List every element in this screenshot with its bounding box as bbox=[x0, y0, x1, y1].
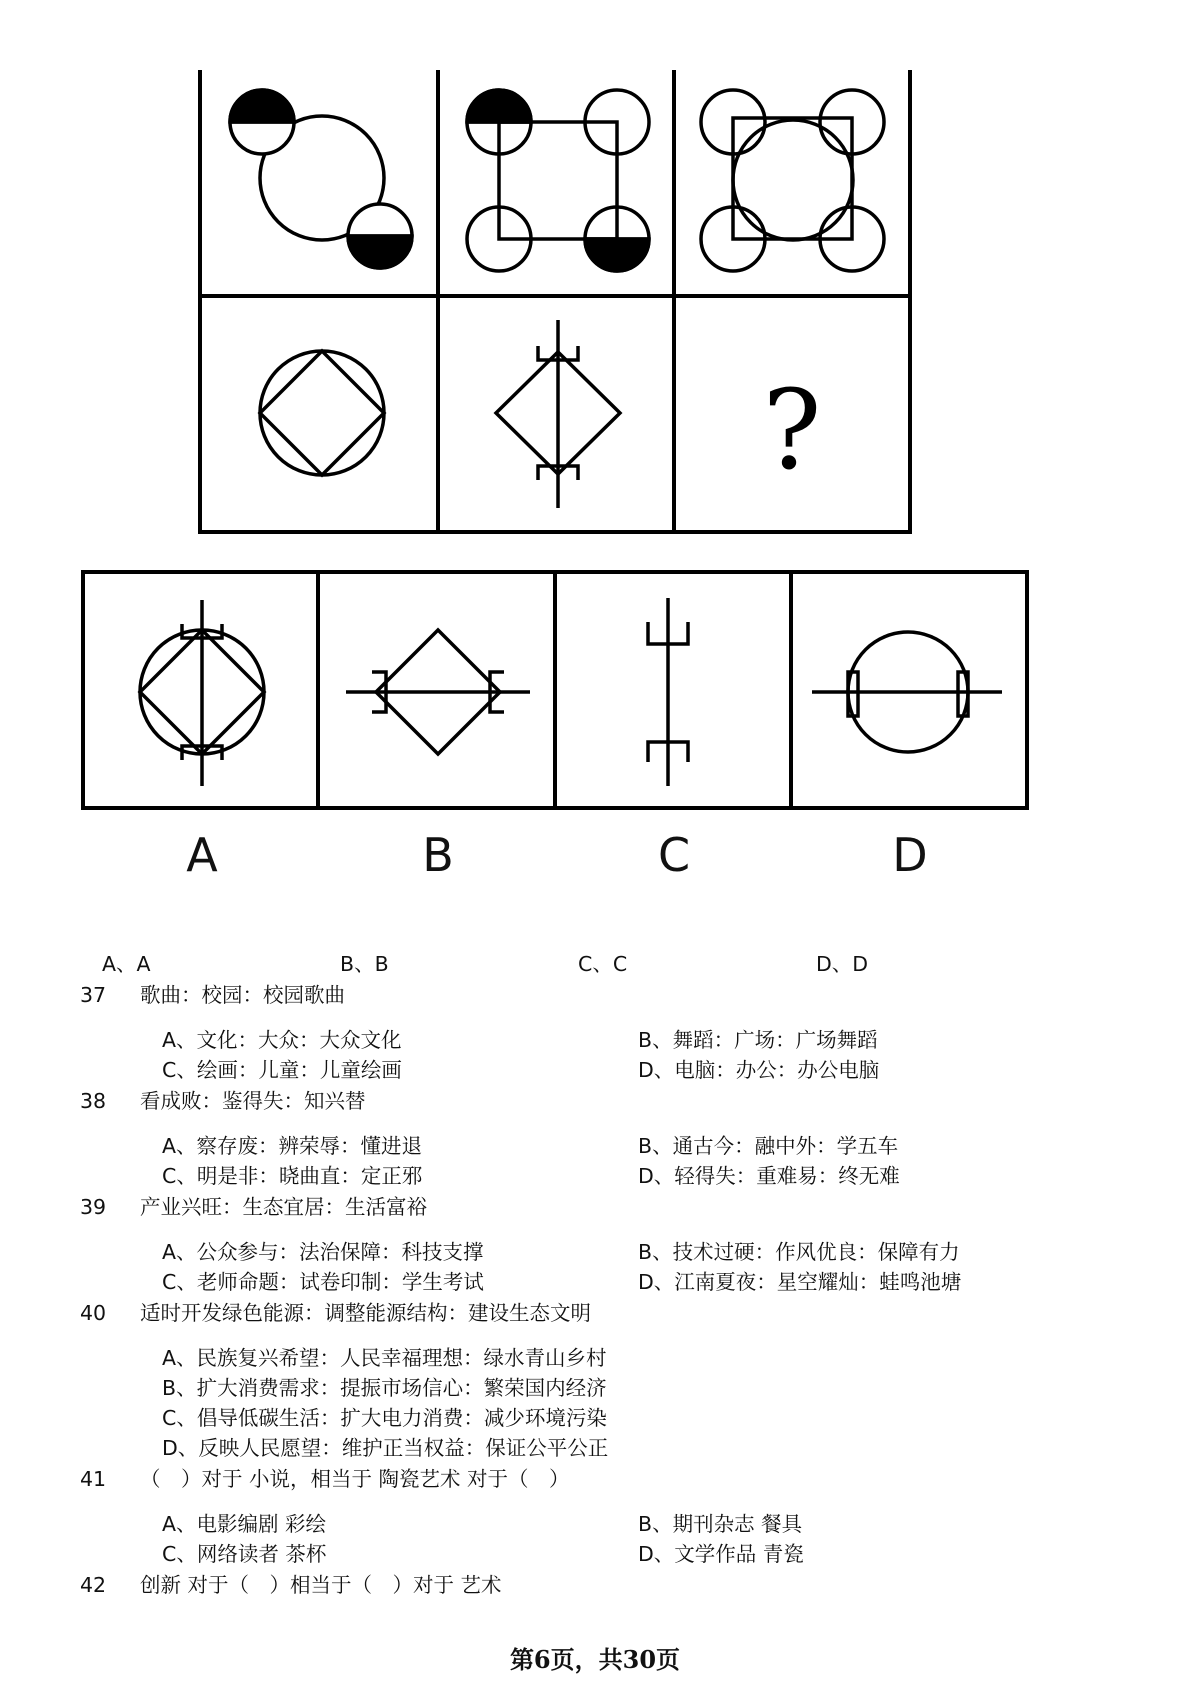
cell-r1c2 bbox=[467, 90, 649, 271]
question-number: 39 bbox=[80, 1195, 107, 1219]
question-stem: （ ）对于 小说，相当于 陶瓷艺术 对于（ ） bbox=[140, 1467, 570, 1491]
question-number: 42 bbox=[80, 1573, 107, 1597]
option-d: D、江南夏夜：星空耀灿：蛙鸣池塘 bbox=[638, 1270, 962, 1294]
option-b-figure bbox=[346, 630, 530, 754]
question-number: 41 bbox=[80, 1467, 107, 1491]
option-c: C、网络读者 茶杯 bbox=[162, 1542, 327, 1566]
option-a-figure bbox=[140, 600, 264, 786]
question-stem: 歌曲：校园：校园歌曲 bbox=[140, 983, 345, 1007]
option-d: D、文学作品 青瓷 bbox=[638, 1542, 804, 1566]
option-label-b: B bbox=[422, 828, 454, 882]
cell-r1c3 bbox=[701, 90, 884, 271]
option-b: B、舞蹈：广场：广场舞蹈 bbox=[638, 1028, 878, 1052]
q36-choice-b: B、B bbox=[340, 952, 389, 976]
question-number: 37 bbox=[80, 983, 107, 1007]
cell-r2c2 bbox=[496, 320, 620, 508]
question-stem: 产业兴旺：生态宜居：生活富裕 bbox=[140, 1195, 427, 1219]
option-grid bbox=[83, 572, 1027, 808]
cell-r2c1 bbox=[260, 351, 384, 475]
q36-choice-a: A、A bbox=[102, 952, 151, 976]
option-d: D、电脑：办公：办公电脑 bbox=[638, 1058, 880, 1082]
option-c: C、绘画：儿童：儿童绘画 bbox=[162, 1058, 402, 1082]
option-a: A、民族复兴希望：人民幸福理想：绿水青山乡村 bbox=[162, 1346, 607, 1370]
option-label-a: A bbox=[186, 828, 218, 882]
q36-choice-d: D、D bbox=[816, 952, 869, 976]
page-footer: 第6页，共30页 bbox=[509, 1645, 681, 1674]
option-d-figure bbox=[812, 632, 1002, 752]
option-b: B、通古今：融中外：学五车 bbox=[638, 1134, 899, 1158]
option-b: B、期刊杂志 餐具 bbox=[638, 1512, 803, 1536]
question-number: 38 bbox=[80, 1089, 107, 1113]
option-b: B、技术过硬：作风优良：保障有力 bbox=[638, 1240, 960, 1264]
option-label-d: D bbox=[892, 828, 928, 882]
option-a: A、公众参与：法治保障：科技支撑 bbox=[162, 1240, 484, 1264]
option-label-c: C bbox=[657, 828, 691, 882]
option-a: A、文化：大众：大众文化 bbox=[162, 1028, 402, 1052]
question-mark: ? bbox=[762, 366, 822, 494]
option-a: A、察存废：辨荣辱：懂进退 bbox=[162, 1134, 423, 1158]
option-c: C、老师命题：试卷印制：学生考试 bbox=[162, 1270, 484, 1294]
option-c: C、倡导低碳生活：扩大电力消费：减少环境污染 bbox=[162, 1406, 607, 1430]
question-stem: 适时开发绿色能源：调整能源结构：建设生态文明 bbox=[140, 1301, 591, 1325]
question-stem: 看成败：鉴得失：知兴替 bbox=[140, 1089, 366, 1113]
option-d: D、反映人民愿望：维护正当权益：保证公平公正 bbox=[162, 1436, 609, 1460]
option-c-figure bbox=[648, 598, 688, 786]
option-d: D、轻得失：重难易：终无难 bbox=[638, 1164, 900, 1188]
option-c: C、明是非：晓曲直：定正邪 bbox=[162, 1164, 423, 1188]
option-a: A、电影编剧 彩绘 bbox=[162, 1512, 327, 1536]
cell-r1c1 bbox=[230, 90, 412, 268]
option-b: B、扩大消费需求：提振市场信心：繁荣国内经济 bbox=[162, 1376, 607, 1400]
q36-choice-c: C、C bbox=[578, 952, 628, 976]
question-number: 40 bbox=[80, 1301, 107, 1325]
question-stem: 创新 对于（ ）相当于（ ）对于 艺术 bbox=[140, 1573, 502, 1597]
